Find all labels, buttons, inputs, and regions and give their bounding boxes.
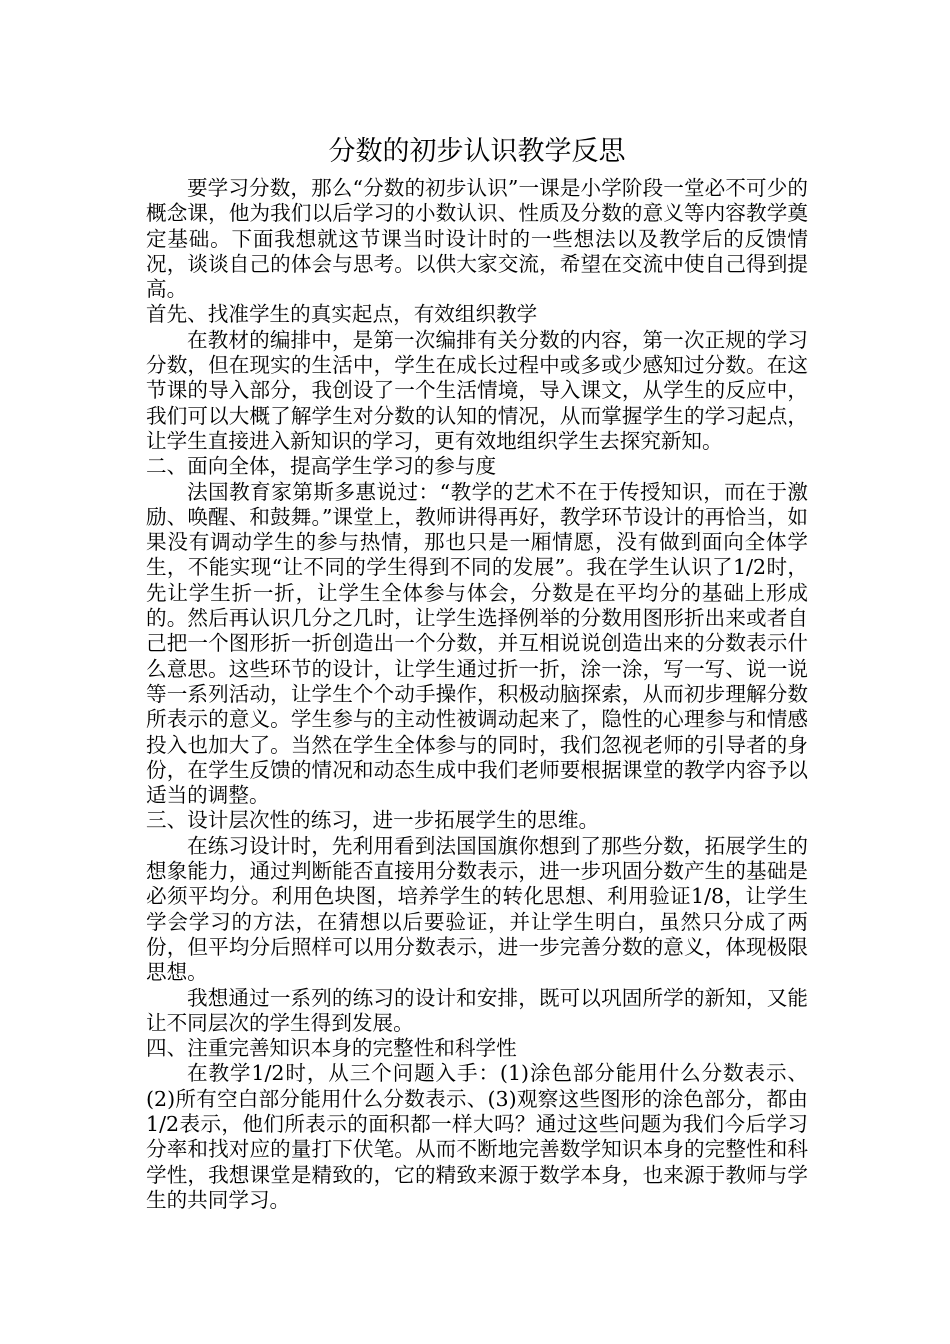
section-1-paragraph: 在教材的编排中，是第一次编排有关分数的内容，第一次正规的学习分数，但在现实的生活中，学生在成长过程中或多或少感知过分数。在这节课的导入部分，我创设了一个生活情境，导入课文，从学生的反应中，我们可以大概了解学生对分数的认知的情况，从而掌握学生的学习起点，让学生直接进入新知识的学习，更有效地组织学生去探究新知。 [146,327,808,453]
section-4-heading: 四、注重完善知识本身的完整性和科学性 [146,1036,517,1061]
section-2-heading: 二、面向全体，提高学生学习的参与度 [146,454,497,479]
document-title: 分数的初步认识教学反思 [328,136,626,167]
section-3-paragraph-2: 我想通过一系列的练习的设计和安排，既可以巩固所学的新知，又能让不同层次的学生得到发展。 [146,985,808,1035]
section-4-paragraph: 在教学1/2时，从三个问题入手：(1)涂色部分能用什么分数表示、(2)所有空白部分能用什么分数表示、(3)观察这些图形的涂色部分，都由1/2表示，他们所表示的面积都一样大吗？通过这些问题为我们今后学习分率和找对应的量打下伏笔。从而不断地完善数学知识本身的完整性和科学性，我想课堂是精致的，它的精致来源于数学本身，也来源于教师与学生的共同学习。 [146,1061,808,1212]
section-3-paragraph-1: 在练习设计时，先利用看到法国国旗你想到了那些分数，拓展学生的想象能力，通过判断能否直接用分数表示，进一步巩固分数产生的基础是必须平均分。利用色块图，培养学生的转化思想、利用验证1/8，让学生学会学习的方法，在猜想以后要验证，并让学生明白，虽然只分成了两份，但平均分后照样可以用分数表示，进一步完善分数的意义，体现极限思想。 [146,833,808,985]
section-1-heading: 首先、找准学生的真实起点，有效组织教学 [146,302,538,327]
section-3-heading: 三、设计层次性的练习，进一步拓展学生的思维。 [146,808,600,833]
document-page [146,134,808,1213]
intro-paragraph: 要学习分数，那么“分数的初步认识”一课是小学阶段一堂必不可少的概念课，他为我们以后学习的小数认识、性质及分数的意义等内容教学奠定基础。下面我想就这节课当时设计时的一些想法以及教学后的反馈情况，谈谈自己的体会与思考。以供大家交流，希望在交流中使自己得到提高。 [146,176,808,302]
section-2-paragraph: 法国教育家第斯多惠说过：“教学的艺术不在于传授知识，而在于激励、唤醒、和鼓舞。”课堂上，教师讲得再好，教学环节设计的再恰当，如果没有调动学生的参与热情，那也只是一厢情愿，没有做到面向全体学生，不能实现“让不同的学生得到不同的发展”。我在学生认识了1/2时，先让学生折一折，让学生全体参与体会，分数是在平均分的基础上形成的。然后再认识几分之几时，让学生选择例举的分数用图形折出来或者自己把一个图形折一折创造出一个分数，并互相说说创造出来的分数表示什么意思。这些环节的设计，让学生通过折一折，涂一涂，写一写、说一说等一系列活动，让学生个个动手操作，积极动脑探索，从而初步理解分数所表示的意义。学生参与的主动性被调动起来了，隐性的心理参与和情感投入也加大了。当然在学生全体参与的同时，我们忽视老师的引导者的身份，在学生反馈的情况和动态生成中我们老师要根据课堂的教学内容予以适当的调整。 [146,479,808,808]
